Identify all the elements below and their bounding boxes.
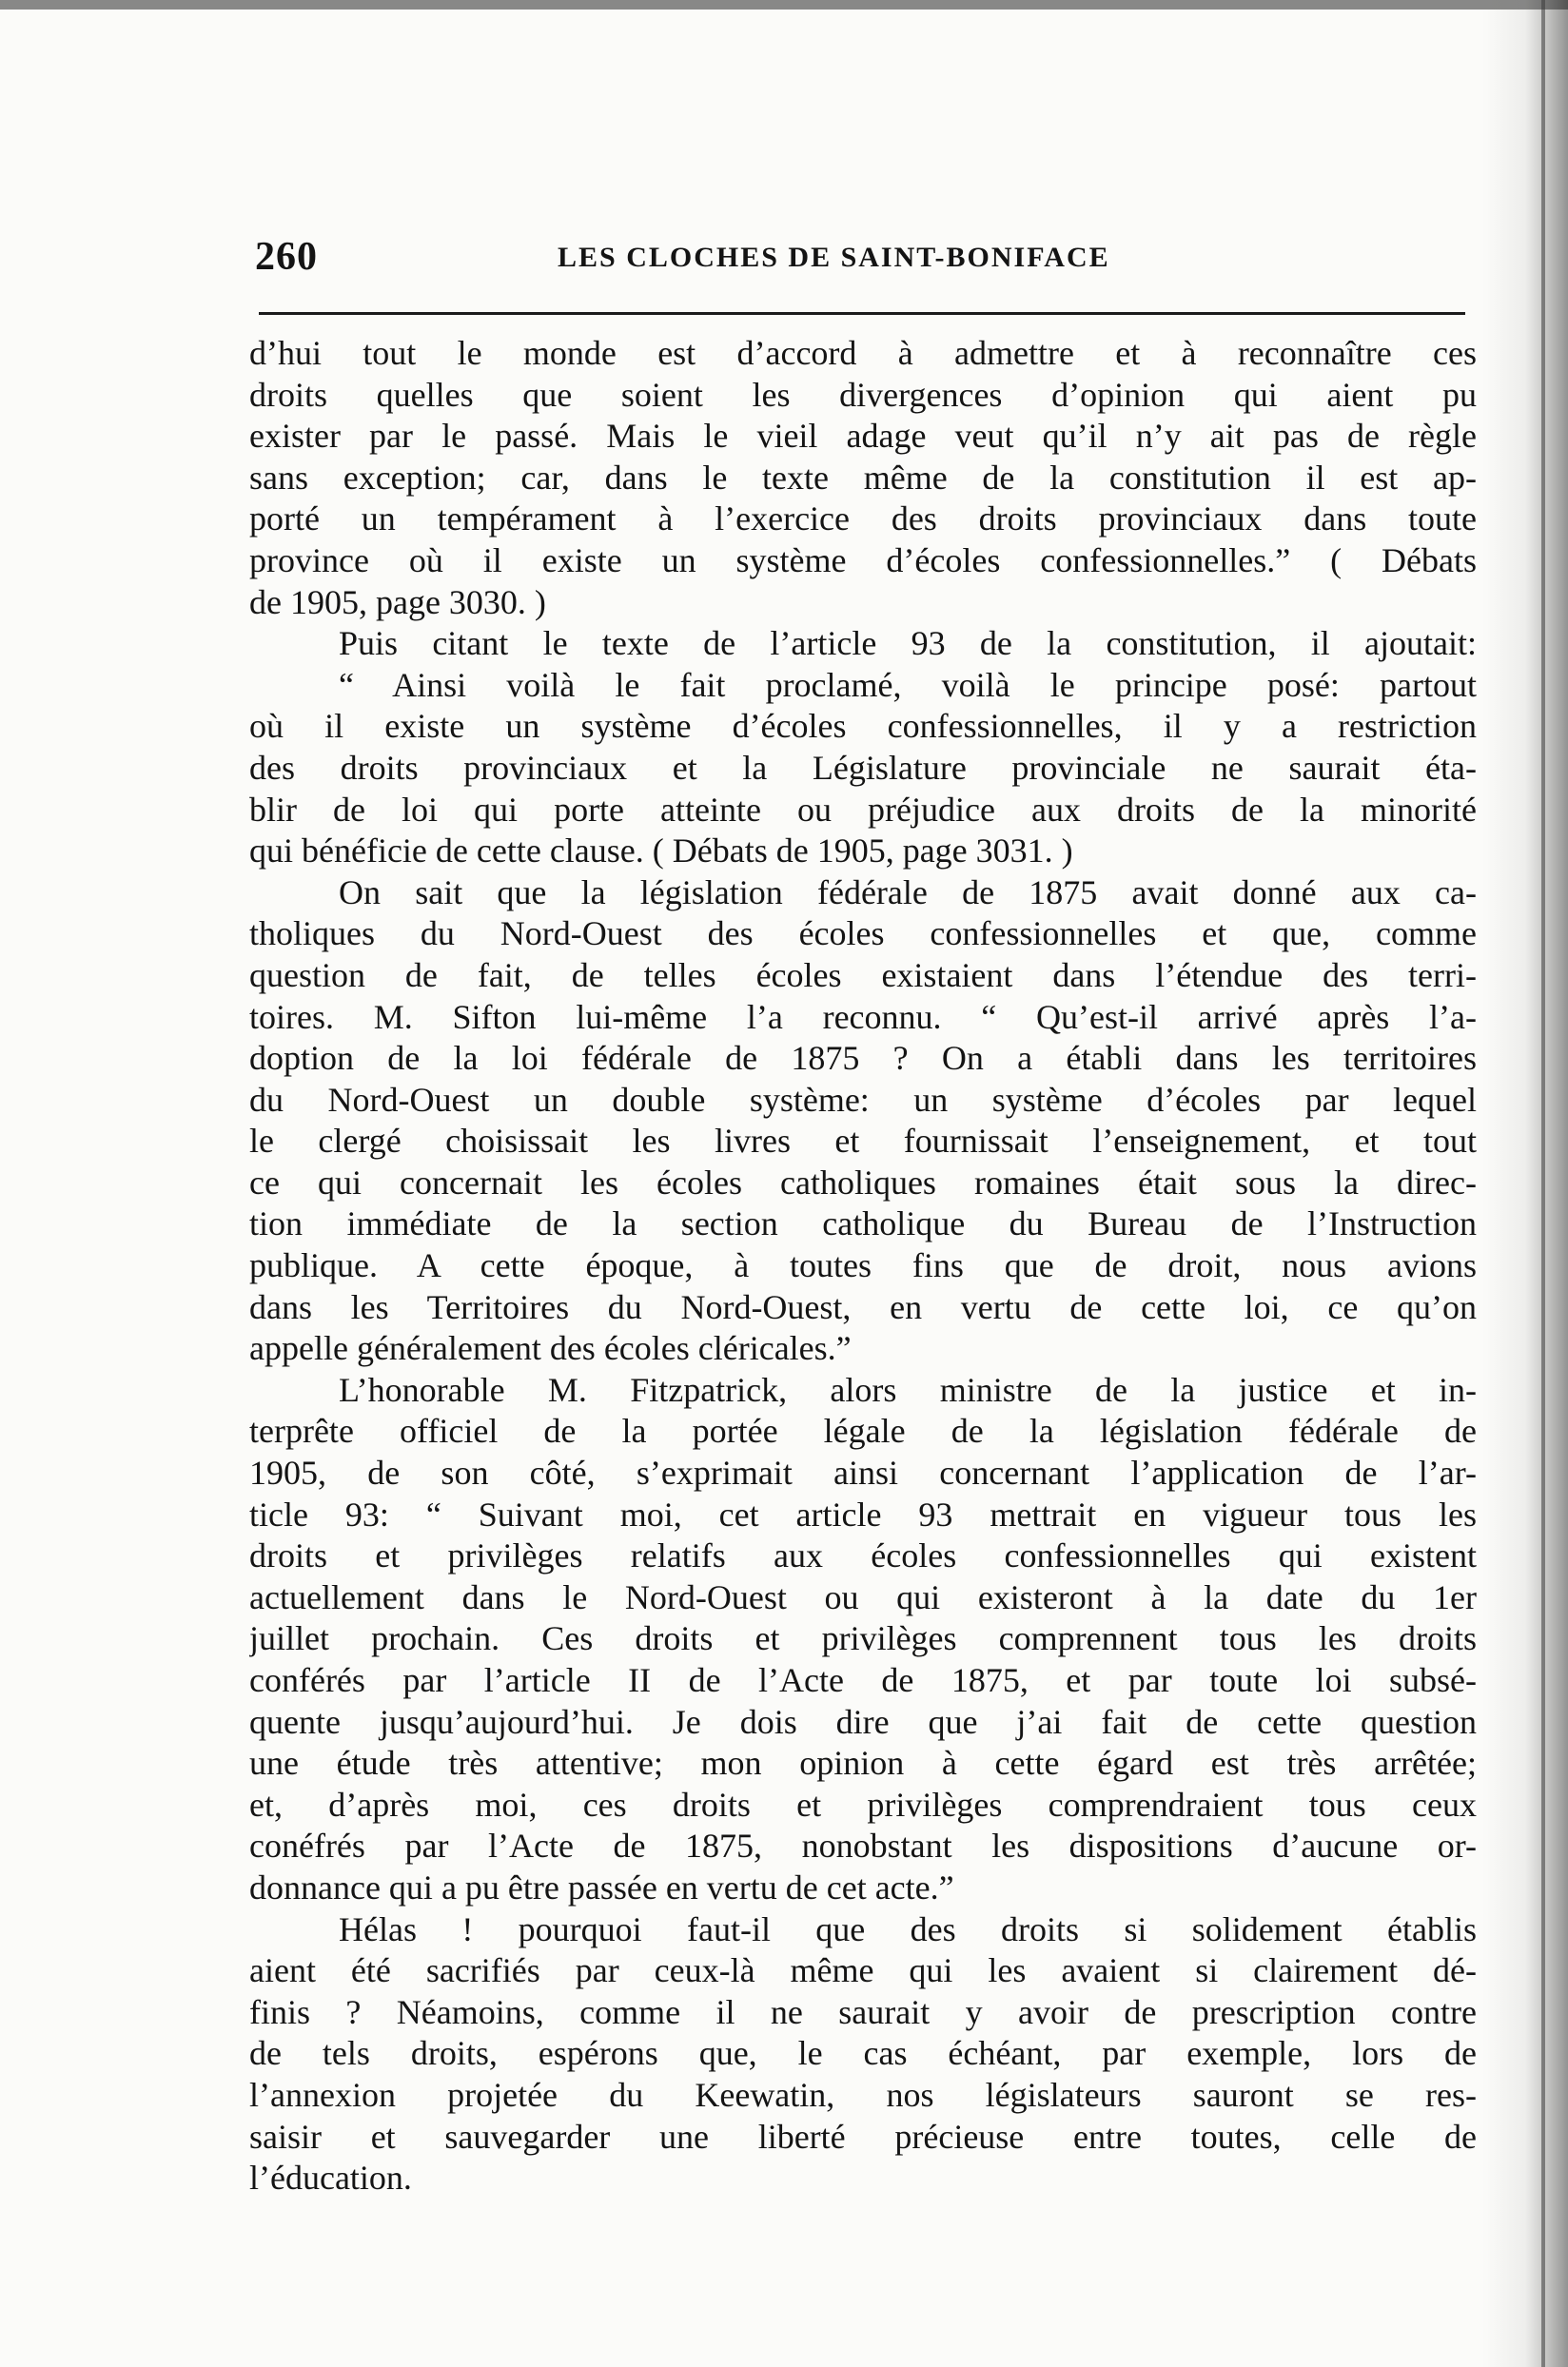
text-line: finis ? Néamoins, comme il ne saurait y avoir de prescription contre <box>249 1992 1477 2031</box>
body-text <box>249 333 1477 2200</box>
page-header <box>255 234 1473 291</box>
text-line: quente jusqu’aujourd’hui. Je dois dire que j’ai fait de cette question <box>249 1702 1477 1741</box>
text-line: tholiques du Nord-Ouest des écoles confessionnelles et que, comme <box>249 914 1477 953</box>
text-line: saisir et sauvegarder une liberté précieuse entre toutes, celle de <box>249 2117 1477 2156</box>
text-line: ticle 93: “ Suivant moi, cet article 93 mettrait en vigueur tous les <box>249 1495 1477 1534</box>
text-line: question de fait, de telles écoles existaient dans l’étendue des terri- <box>249 955 1477 994</box>
text-line: droits quelles que soient les divergences d’opinion qui aient pu <box>249 375 1477 414</box>
page-number: 260 <box>255 235 318 279</box>
text-line: juillet prochain. Ces droits et privilèges comprennent tous les droits <box>249 1619 1477 1658</box>
running-title: LES CLOCHES DE SAINT-BONIFACE <box>558 242 1110 273</box>
text-line: l’annexion projetée du Keewatin, nos législateurs sauront se res- <box>249 2075 1477 2114</box>
text-line: L’honorable M. Fitzpatrick, alors ministre de la justice et in- <box>339 1370 1477 1409</box>
text-line: d’hui tout le monde est d’accord à admettre et à reconnaître ces <box>249 334 1477 372</box>
text-line: de tels droits, espérons que, le cas échéant, par exemple, lors de <box>249 2034 1477 2073</box>
text-line: tion immédiate de la section catholique du Bureau de l’Instruction <box>249 1204 1477 1243</box>
text-line: de 1905, page 3030. ) <box>249 582 546 621</box>
text-line: le clergé choisissait les livres et fournissait l’enseignement, et tout <box>249 1122 1477 1161</box>
text-line: conéfrés par l’Acte de 1875, nonobstant les dispositions d’aucune or- <box>249 1827 1477 1866</box>
text-line: conférés par l’article II de l’Acte de 1875, et par toute loi subsé- <box>249 1661 1477 1699</box>
text-line: Puis citant le texte de l’article 93 de la constitution, il ajoutait: <box>339 624 1477 663</box>
text-line: blir de loi qui porte atteinte ou préjudice aux droits de la minorité <box>249 790 1477 829</box>
text-line: l’éducation. <box>249 2159 412 2198</box>
text-line: aient été sacrifiés par ceux-là même qui les avaient si clairement dé- <box>249 1951 1477 1990</box>
text-line: actuellement dans le Nord-Ouest ou qui existeront à la date du 1er <box>249 1577 1477 1616</box>
text-line: des droits provinciaux et la Législature provinciale ne saurait éta- <box>249 748 1477 787</box>
text-line: 1905, de son côté, s’exprimait ainsi concernant l’application de l’ar- <box>249 1454 1477 1493</box>
text-line: sans exception; car, dans le texte même de la constitution il est ap- <box>249 458 1477 497</box>
text-line: droits et privilèges relatifs aux écoles confessionnelles qui existent <box>249 1536 1477 1575</box>
text-line: où il existe un système d’écoles confessionnelles, il y a restriction <box>249 707 1477 746</box>
text-line: On sait que la législation fédérale de 1875 avait donné aux ca- <box>339 872 1477 911</box>
text-line: Hélas ! pourquoi faut-il que des droits si solidement établis <box>339 1909 1477 1948</box>
scan-right-edge-line <box>1541 0 1545 2367</box>
text-line: toires. M. Sifton lui-même l’a reconnu. “ Qu’est-il arrivé après l’a- <box>249 997 1477 1036</box>
text-line: du Nord-Ouest un double système: un système d’écoles par lequel <box>249 1080 1477 1119</box>
text-line: doption de la loi fédérale de 1875 ? On a établi dans les territoires <box>249 1039 1477 1078</box>
text-line: ce qui concernait les écoles catholiques romaines était sous la direc- <box>249 1163 1477 1202</box>
text-line: “ Ainsi voilà le fait proclamé, voilà le principe posé: partout <box>339 665 1477 704</box>
text-line: province où il existe un système d’écoles confessionnelles.” ( Débats <box>249 540 1477 579</box>
text-line: exister par le passé. Mais le vieil adage veut qu’il n’y ait pas de règle <box>249 417 1477 456</box>
text-line: donnance qui a pu être passée en vertu de cet acte.” <box>249 1868 954 1907</box>
text-line: dans les Territoires du Nord-Ouest, en vertu de cette loi, ce qu’on <box>249 1287 1477 1326</box>
text-line: et, d’après moi, ces droits et privilèges comprendraient tous ceux <box>249 1785 1477 1824</box>
text-line: une étude très attentive; mon opinion à cette égard est très arrêtée; <box>249 1744 1477 1783</box>
header-rule <box>259 312 1465 315</box>
scan-top-edge <box>0 0 1568 10</box>
text-line: porté un tempérament à l’exercice des droits provinciaux dans toute <box>249 499 1477 538</box>
text-line: qui bénéficie de cette clause. ( Débats de 1905, page 3031. ) <box>249 831 1073 871</box>
text-line: terprête officiel de la portée légale de la législation fédérale de <box>249 1412 1477 1451</box>
text-line: appelle généralement des écoles cléricales.” <box>249 1329 852 1368</box>
text-line: publique. A cette époque, à toutes fins que de droit, nous avions <box>249 1246 1477 1285</box>
scan-right-edge-shadow <box>1482 0 1568 2367</box>
